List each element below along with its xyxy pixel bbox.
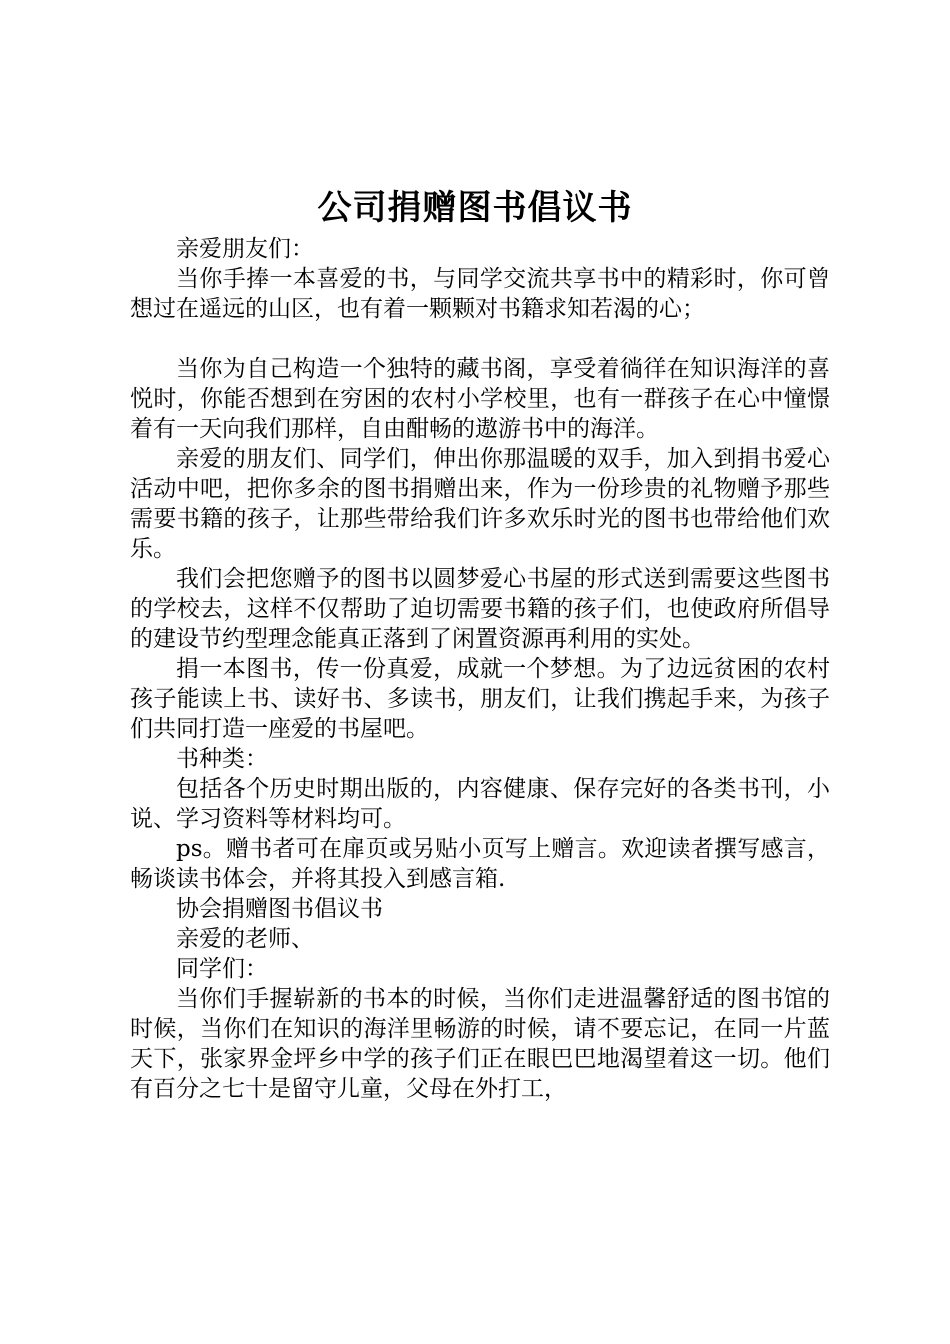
paragraph: 亲爱的朋友们、同学们，伸出你那温暖的双手，加入到捐书爱心活动中吧，把你多余的图书捐赠出来，作为一份珍贵的礼物赠予那些需要书籍的孩子，让那些带给我们许多欢乐时光的图书也带给他们欢乐。 <box>130 446 830 562</box>
paragraph-salutation: 亲爱朋友们： <box>176 236 314 262</box>
paragraph: 当你为自己构造一个独特的藏书阁，享受着徜徉在知识海洋的喜悦时，你能否想到在穷困的农村小学校里，也有一群孩子在心中憧憬着有一天向我们那样，自由酣畅的遨游书中的海洋。 <box>130 356 830 442</box>
paragraph: 当你手捧一本喜爱的书，与同学交流共享书中的精彩时，你可曾想过在遥远的山区，也有着一颗颗对书籍求知若渴的心； <box>130 266 830 322</box>
paragraph: ps。赠书者可在扉页或另贴小页写上赠言。欢迎读者撰写感言，畅谈读书体会，并将其投入到感言箱. <box>130 836 830 892</box>
document-title: 公司捐赠图书倡议书 <box>317 188 633 228</box>
paragraph-salutation: 同学们： <box>176 956 268 982</box>
paragraph-subtitle: 协会捐赠图书倡议书 <box>176 896 383 922</box>
paragraph: 我们会把您赠予的图书以圆梦爱心书屋的形式送到需要这些图书的学校去，这样不仅帮助了迫切需要书籍的孩子们，也使政府所倡导的建设节约型理念能真正落到了闲置资源再利用的实处。 <box>130 566 830 652</box>
paragraph: 当你们手握崭新的书本的时候，当你们走进温馨舒适的图书馆的时候，当你们在知识的海洋里畅游的时候，请不要忘记，在同一片蓝天下，张家界金坪乡中学的孩子们正在眼巴巴地渴望着这一切。他们有百分之七十是留守儿童，父母在外打工， <box>130 986 830 1102</box>
paragraph: 捐一本图书，传一份真爱，成就一个梦想。为了边远贫困的农村孩子能读上书、读好书、多读书，朋友们，让我们携起手来，为孩子们共同打造一座爱的书屋吧。 <box>130 656 830 742</box>
paragraph-heading: 书种类： <box>176 746 268 772</box>
paragraph-salutation: 亲爱的老师、 <box>176 926 314 952</box>
paragraph: 包括各个历史时期出版的，内容健康、保存完好的各类书刊，小说、学习资料等材料均可。 <box>130 776 830 832</box>
document-body <box>130 234 830 1104</box>
